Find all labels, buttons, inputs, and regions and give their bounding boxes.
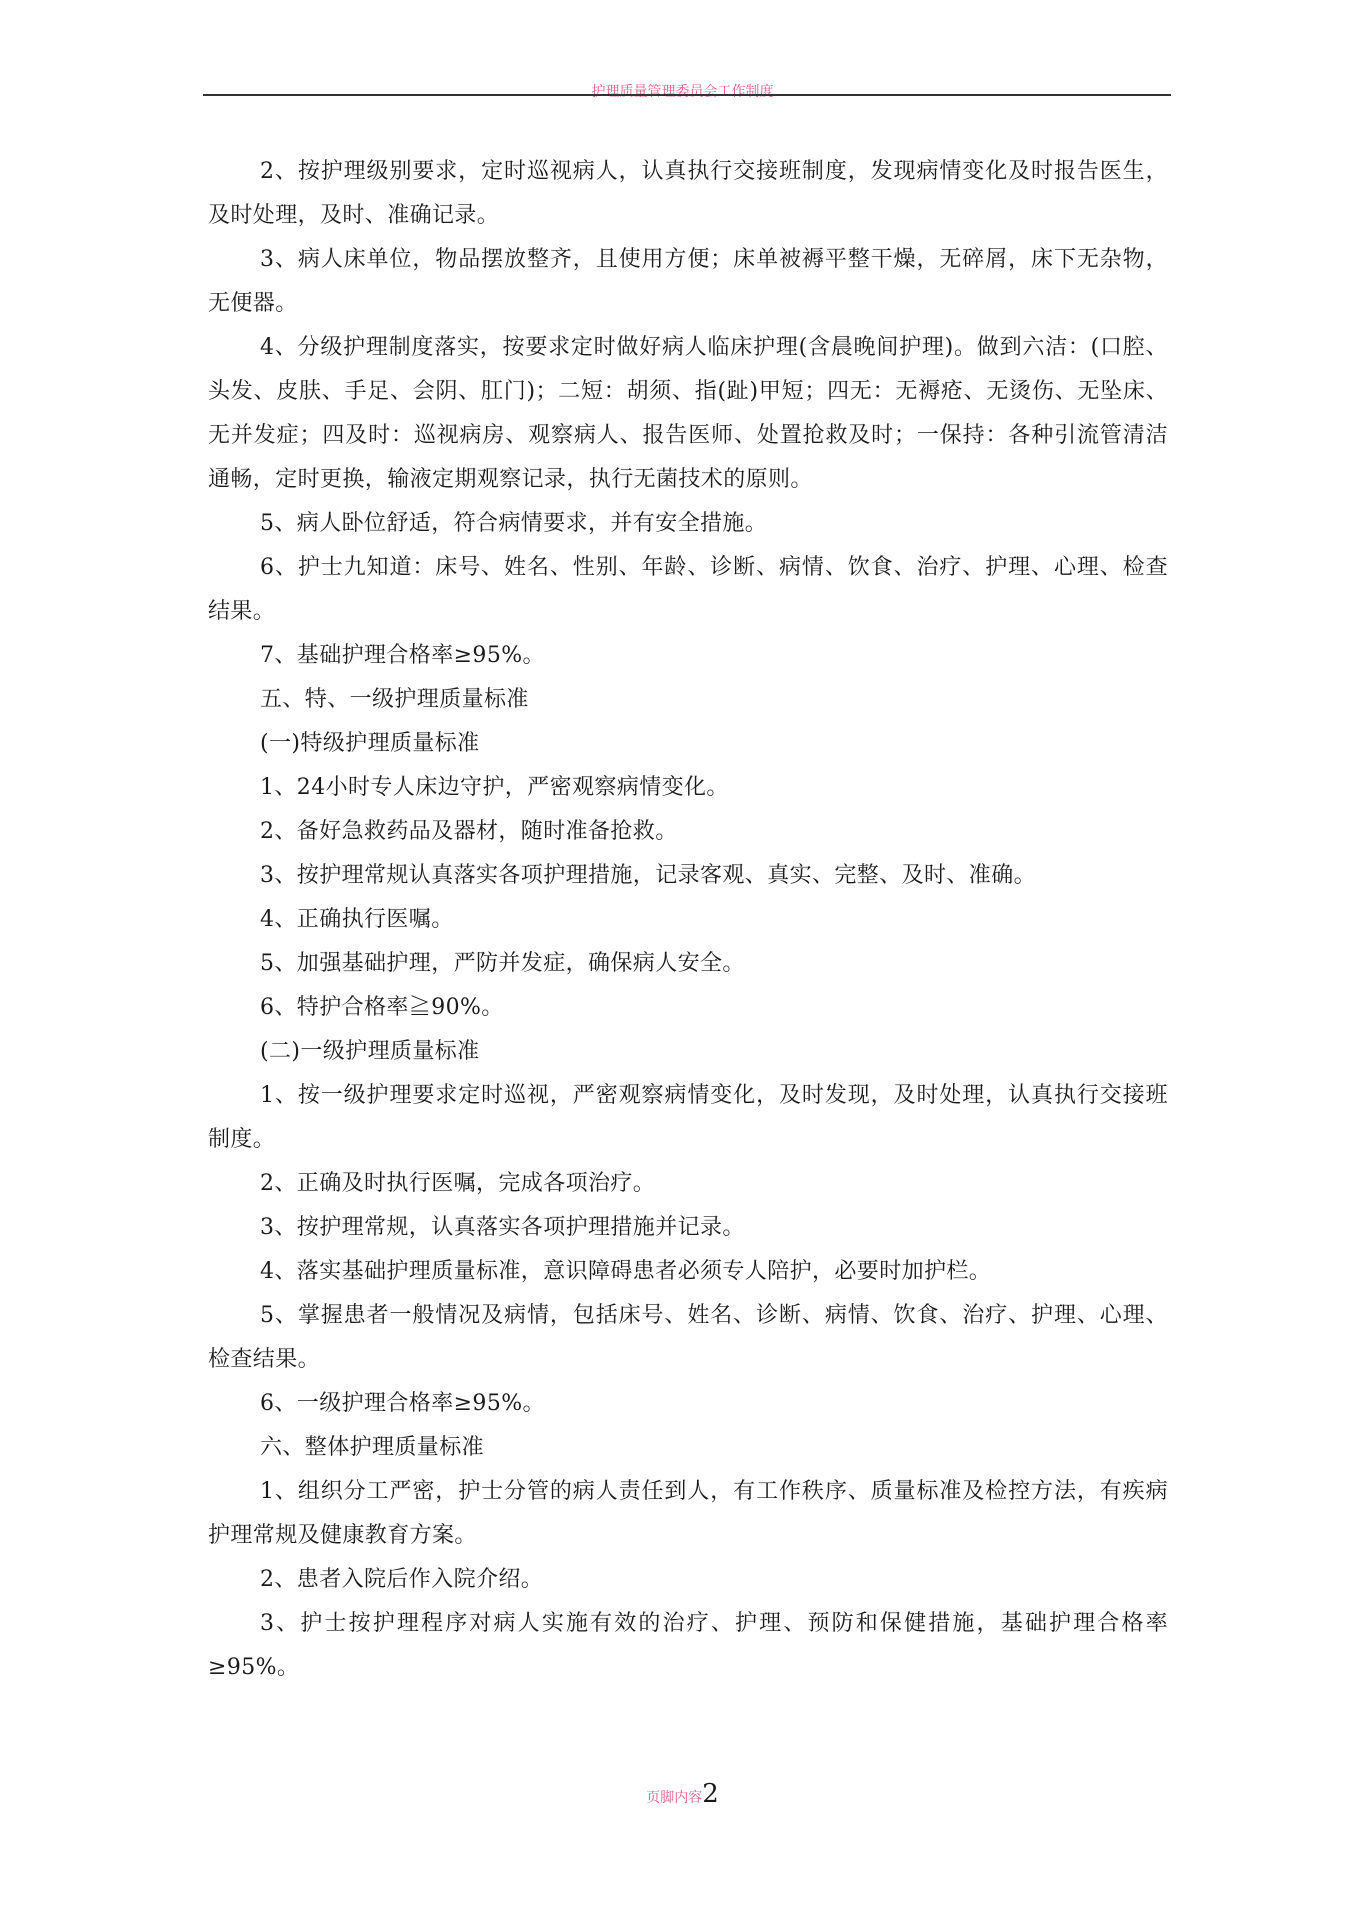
subsection-heading: (二)一级护理质量标准 <box>260 1039 480 1064</box>
header-title: 护理质量管理委员会工作制度 <box>591 84 774 100</box>
paragraph: 7、基础护理合格率≥95%。 <box>260 643 545 668</box>
paragraph: 2、备好急救药品及器材，随时准备抢救。 <box>260 819 678 844</box>
paragraph: 4、落实基础护理质量标准，意识障碍患者必须专人陪护，必要时加护栏。 <box>260 1259 992 1284</box>
paragraph: 6、特护合格率≧90%。 <box>260 995 504 1020</box>
paragraph: 1、按一级护理要求定时巡视，严密观察病情变化，及时发现，及时处理，认真执行交接班制度。 <box>208 1083 1168 1152</box>
paragraph: 3、按护理常规，认真落实各项护理措施并记录。 <box>260 1215 745 1240</box>
section-heading: 六、整体护理质量标准 <box>260 1435 485 1460</box>
page-number: 2 <box>702 1779 719 1809</box>
paragraph: 2、按护理级别要求，定时巡视病人，认真执行交接班制度，发现病情变化及时报告医生，及时处理，及时、准确记录。 <box>208 159 1168 228</box>
paragraph: 3、按护理常规认真落实各项护理措施，记录客观、真实、完整、及时、准确。 <box>260 863 1036 888</box>
paragraph: 3、病人床单位，物品摆放整齐，且使用方便；床单被褥平整干燥，无碎屑，床下无杂物，无便器。 <box>208 247 1168 316</box>
document-body <box>208 150 1168 1690</box>
header-divider <box>203 94 1171 96</box>
paragraph: 3、护士按护理程序对病人实施有效的治疗、护理、预防和保健措施，基础护理合格率≥95%。 <box>208 1611 1168 1680</box>
section-heading: 五、特、一级护理质量标准 <box>260 687 529 712</box>
paragraph: 5、掌握患者一般情况及病情，包括床号、姓名、诊断、病情、饮食、治疗、护理、心理、检查结果。 <box>208 1303 1168 1372</box>
paragraph: 4、正确执行医嘱。 <box>260 907 454 932</box>
paragraph: 6、一级护理合格率≥95%。 <box>260 1391 545 1416</box>
subsection-heading: (一)特级护理质量标准 <box>260 731 480 756</box>
paragraph: 1、24小时专人床边守护，严密观察病情变化。 <box>260 775 729 800</box>
paragraph: 6、护士九知道：床号、姓名、性别、年龄、诊断、病情、饮食、治疗、护理、心理、检查结果。 <box>208 555 1168 624</box>
footer-label: 页脚内容 <box>646 1790 703 1806</box>
page-footer <box>0 1780 1365 1812</box>
paragraph: 2、正确及时执行医嘱，完成各项治疗。 <box>260 1171 656 1196</box>
paragraph: 2、患者入院后作入院介绍。 <box>260 1567 544 1592</box>
paragraph: 1、组织分工严密，护士分管的病人责任到人，有工作秩序、质量标准及检控方法，有疾病护理常规及健康教育方案。 <box>208 1479 1168 1548</box>
paragraph: 4、分级护理制度落实，按要求定时做好病人临床护理(含晨晚间护理)。做到六洁：(口腔、头发、皮肤、手足、会阴、肛门)；二短：胡须、指(趾)甲短；四无：无褥疮、无烫伤、无坠床、无并发症；四及时：巡视病房、观察病人、报告医师、处置抢救及时；一保持：各种引流管清洁通畅，定时更换，输液定期观察记录，执行无菌技术的原则。 <box>208 335 1168 492</box>
paragraph: 5、加强基础护理，严防并发症，确保病人安全。 <box>260 951 745 976</box>
paragraph: 5、病人卧位舒适，符合病情要求，并有安全措施。 <box>260 511 768 536</box>
